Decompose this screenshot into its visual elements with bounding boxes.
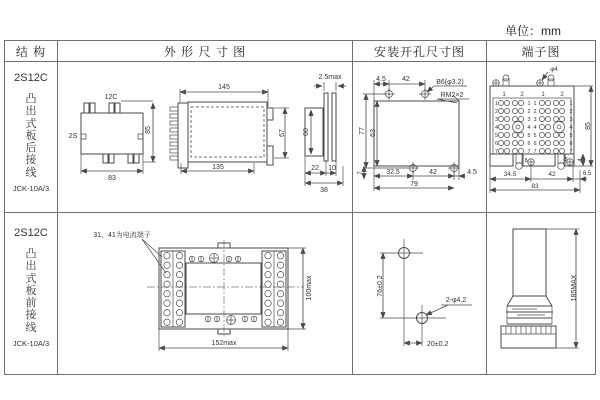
install-l1-dim: 77 — [359, 127, 366, 135]
structure-cell-rear-wiring — [5, 62, 58, 213]
svg-text:1: 1 — [494, 101, 499, 107]
svg-text:7: 7 — [527, 149, 531, 155]
front-height-dim: 100max — [306, 275, 313, 301]
header-install-label: 安装开孔尺寸图 — [373, 44, 465, 59]
svg-text:5: 5 — [494, 133, 499, 139]
svg-text:1: 1 — [527, 101, 531, 107]
install-drawing-front — [353, 213, 486, 374]
terminal-drawing-front — [487, 213, 594, 374]
svg-text:3: 3 — [527, 117, 531, 123]
panel-b2-dim: 10 — [328, 165, 336, 172]
model-code-label: JCK-10A/3 — [12, 339, 50, 349]
terminal-col-label: 2 — [560, 92, 564, 98]
relay-front-body — [159, 243, 288, 334]
header-outline — [58, 41, 353, 62]
header-install — [353, 41, 487, 62]
svg-text:7: 7 — [533, 149, 537, 155]
svg-text:6: 6 — [569, 141, 573, 147]
install-b0-dim: 7 — [357, 171, 364, 175]
svg-text:7: 7 — [494, 149, 499, 155]
front-height-dim: 85 — [145, 126, 152, 134]
install-t2-dim: 42 — [402, 76, 410, 83]
svg-text:3: 3 — [494, 117, 499, 123]
relay-side-profile — [501, 229, 556, 348]
svg-text:4: 4 — [533, 125, 537, 131]
top-screws — [493, 80, 544, 87]
terminal-b4-dim: 83 — [531, 183, 539, 190]
install-cell-front-wiring — [353, 213, 487, 375]
svg-text:1: 1 — [569, 101, 573, 107]
contact-grid — [498, 100, 564, 153]
svg-text:3: 3 — [533, 117, 537, 123]
front-left-label: 2S — [68, 133, 78, 140]
svg-text:2: 2 — [494, 109, 499, 115]
svg-text:5: 5 — [527, 133, 531, 139]
terminal-height-dim: 185MAX — [571, 274, 578, 302]
panel-b3-dim: 38 — [320, 187, 328, 194]
front-width-dim: 83 — [108, 175, 116, 182]
svg-text:8: 8 — [524, 158, 528, 164]
unit-label: 单位：mm — [505, 24, 561, 38]
svg-text:6: 6 — [494, 141, 499, 147]
install-l2-dim: 63 — [370, 129, 377, 137]
model-code-label: JCK-10A/3 — [12, 184, 50, 194]
panel-cutout-view — [303, 74, 346, 194]
header-terminal — [487, 41, 595, 62]
svg-text:5: 5 — [569, 133, 573, 139]
install-h-dim: 20±0.2 — [427, 341, 449, 348]
outline-cell-rear-wiring — [58, 62, 353, 213]
install-thread-label: RM2×2 — [440, 92, 464, 99]
svg-text:8: 8 — [564, 157, 568, 163]
svg-text:2: 2 — [569, 109, 573, 115]
install-b3-dim: 4.5 — [467, 169, 477, 176]
outline-drawing-rear — [58, 62, 352, 212]
mount-type-label: 凸出式板前接线 — [25, 248, 37, 334]
install-t1-dim: 4.5 — [376, 76, 386, 83]
side-right-dim: 67 — [279, 129, 286, 137]
svg-text:5: 5 — [533, 133, 537, 139]
install-screw-label: B6(φ3.2) — [436, 79, 464, 86]
side-bottom-dim: 135 — [212, 164, 224, 171]
svg-text:2: 2 — [527, 109, 531, 115]
front-top-label: 12C — [104, 94, 118, 101]
header-terminal-label: 端子图 — [521, 44, 561, 59]
svg-text:4: 4 — [569, 125, 573, 131]
svg-text:6: 6 — [533, 141, 537, 147]
install-cell-rear-wiring — [353, 62, 487, 213]
mount-type-label: 凸出式板后接线 — [25, 93, 37, 179]
front-width-dim: 152max — [211, 340, 237, 347]
install-drawing-rear — [353, 62, 486, 212]
terminal-cell-front-wiring — [487, 213, 595, 375]
svg-text:2: 2 — [533, 109, 537, 115]
header-outline-label: 外 形 尺 寸 图 — [163, 44, 247, 59]
terminal-b3-dim: 6.5 — [583, 171, 592, 177]
current-terminal-note: 31、41为电流端子 — [93, 232, 151, 239]
header-structure — [5, 41, 58, 62]
header-structure-label: 结 构 — [15, 44, 47, 59]
side-view — [170, 84, 289, 174]
terminal-height-dim: 85 — [585, 122, 592, 130]
install-v-dim: 76±0.2 — [377, 275, 384, 297]
panel-b1-dim: 22 — [311, 165, 319, 172]
terminal-col-label: 1 — [541, 92, 545, 98]
hole-spec-label: 2-φ4.2 — [445, 297, 467, 304]
terminal-col-label: 2 — [520, 92, 524, 98]
terminal-teeth — [506, 326, 551, 334]
dimension-table — [4, 40, 596, 375]
install-b1-dim: 32.5 — [386, 169, 400, 176]
svg-text:4: 4 — [527, 125, 531, 131]
front-view — [69, 94, 156, 182]
side-top-dim: 145 — [218, 84, 230, 91]
terminal-cell-rear-wiring — [487, 62, 595, 213]
install-b2-dim: 42 — [429, 169, 437, 176]
terminal-offset-dim: 4 — [578, 158, 584, 162]
panel-top-dim: 2.5max — [318, 74, 342, 81]
terminal-b2-dim: 42 — [548, 171, 556, 178]
svg-text:4: 4 — [494, 125, 499, 131]
svg-text:7: 7 — [569, 149, 573, 155]
terminal-drawing-rear — [487, 62, 594, 212]
svg-text:3: 3 — [569, 117, 573, 123]
svg-text:1: 1 — [533, 101, 537, 107]
terminal-b1-dim: 34.5 — [503, 171, 517, 178]
structure-cell-front-wiring — [5, 213, 58, 375]
svg-text:6: 6 — [527, 141, 531, 147]
terminal-phi-label: φ4 — [550, 66, 558, 73]
install-b4-dim: 79 — [410, 181, 418, 188]
model-label: 2S12C — [14, 227, 48, 239]
outline-drawing-front — [58, 213, 352, 374]
outline-cell-front-wiring — [58, 213, 353, 375]
panel-height-dim: 60 — [303, 128, 310, 136]
model-label: 2S12C — [14, 72, 48, 84]
terminal-col-label: 1 — [502, 92, 506, 98]
